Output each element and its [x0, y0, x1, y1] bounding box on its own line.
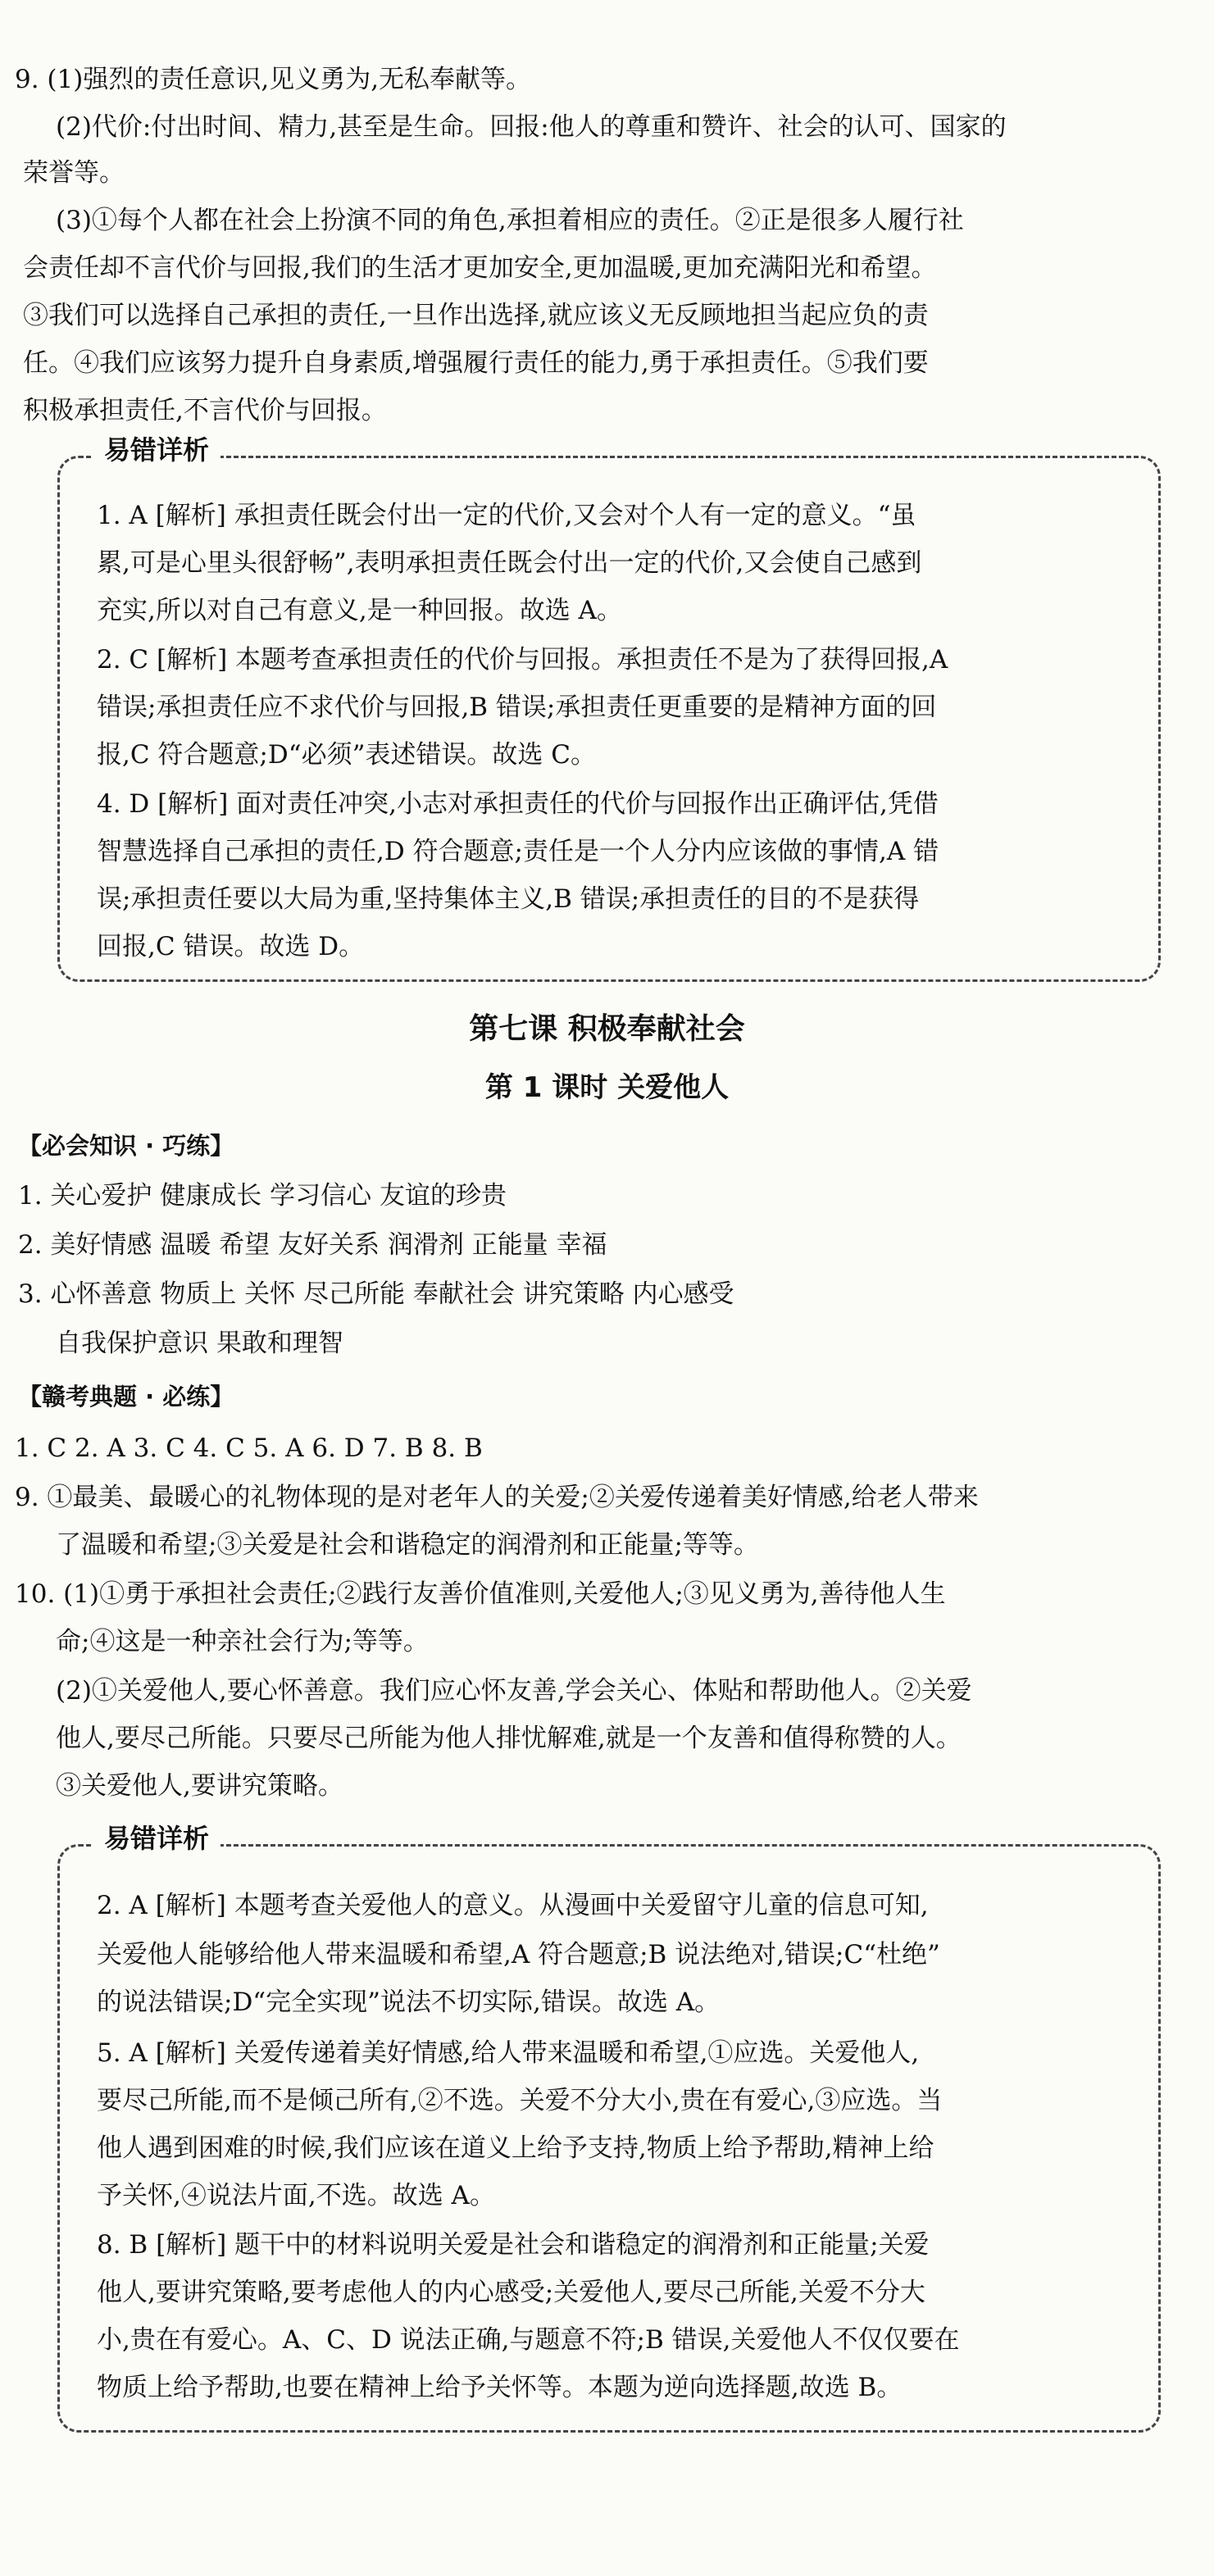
box1-line: 回报,C 错误。故选 D。: [97, 932, 365, 961]
box2-line: 关爱他人能够给他人带来温暖和希望,A 符合题意;B 说法绝对,错误;C“杜绝”: [97, 1940, 940, 1969]
section-exam-heading: 【赣考典题 · 必练】: [18, 1383, 234, 1411]
box1-line: 报,C 符合题意;D“必须”表述错误。故选 C。: [97, 740, 596, 770]
box2-line: 8. B [解析] 题干中的材料说明关爱是社会和谐稳定的润滑剂和正能量;关爱: [97, 2230, 930, 2260]
box2-line: 要尽己所能,而不是倾己所有,②不选。关爱不分大小,贵在有爱心,③应选。当: [97, 2086, 943, 2115]
box2-line: 5. A [解析] 关爱传递着美好情感,给人带来温暖和希望,①应选。关爱他人,: [97, 2038, 920, 2068]
box2-line: 予关怀,④说法片面,不选。故选 A。: [97, 2181, 495, 2210]
box2-line: 2. A [解析] 本题考查关爱他人的意义。从漫画中关爱留守儿童的信息可知,: [97, 1891, 929, 1920]
q10-line-2: 命;④这是一种亲社会行为;等等。: [56, 1627, 429, 1656]
knowledge-line: 1. 关心爱护 健康成长 学习信心 友谊的珍贵: [18, 1181, 507, 1211]
q9-line-4: (3)①每个人都在社会上扮演不同的角色,承担着相应的责任。②正是很多人履行社: [56, 206, 964, 235]
knowledge-line: 3. 心怀善意 物质上 关怀 尽己所能 奉献社会 讲究策略 内心感受: [18, 1279, 734, 1309]
box1-line: 智慧选择自己承担的责任,D 符合题意;责任是一个人分内应该做的事情,A 错: [97, 837, 939, 866]
box2-line: 的说法错误;D“完全实现”说法不切实际,错误。故选 A。: [97, 1988, 721, 2017]
answers-line: 1. C 2. A 3. C 4. C 5. A 6. D 7. B 8. B: [15, 1433, 483, 1463]
box1-line: 2. C [解析] 本题考查承担责任的代价与回报。承担责任不是为了获得回报,A: [97, 645, 948, 675]
error-analysis-title-1: 易错详析: [93, 437, 221, 463]
error-analysis-title-2: 易错详析: [93, 1825, 221, 1851]
lesson-subtitle: 第 1 课时 关爱他人: [484, 1071, 730, 1104]
box1-line: 误;承担责任要以大局为重,坚持集体主义,B 错误;承担责任的目的不是获得: [97, 884, 920, 914]
q10-line-5: ③关爱他人,要讲究策略。: [56, 1771, 343, 1801]
box1-line: 4. D [解析] 面对责任冲突,小志对承担责任的代价与回报作出正确评估,凭借: [97, 789, 939, 819]
q9b-line-1: 9. ①最美、最暖心的礼物体现的是对老年人的关爱;②关爱传递着美好情感,给老人带来: [15, 1483, 979, 1512]
lesson-title: 第七课 积极奉献社会: [469, 1012, 745, 1046]
q9-line-2: (2)代价:付出时间、精力,甚至是生命。回报:他人的尊重和赞许、社会的认可、国家的: [56, 112, 1007, 142]
q9-line-3: 荣誉等。: [23, 158, 125, 188]
section-knowledge-heading: 【必会知识 · 巧练】: [18, 1132, 234, 1160]
q10-line-4: 他人,要尽己所能。只要尽己所能为他人排忧解难,就是一个友善和值得称赞的人。: [56, 1724, 962, 1753]
q9-line-5: 会责任却不言代价与回报,我们的生活才更加安全,更加温暖,更加充满阳光和希望。: [23, 253, 937, 283]
box1-line: 错误;承担责任应不求代价与回报,B 错误;承担责任更重要的是精神方面的回: [97, 693, 937, 722]
knowledge-line: 自我保护意识 果敢和理智: [56, 1329, 343, 1358]
q9-line-6: ③我们可以选择自己承担的责任,一旦作出选择,就应该义无反顾地担当起应负的责: [23, 301, 929, 330]
box2-line: 小,贵在有爱心。A、C、D 说法正确,与题意不符;B 错误,关爱他人不仅仅要在: [97, 2325, 960, 2355]
box2-line: 他人,要讲究策略,要考虑他人的内心感受;关爱他人,要尽己所能,关爱不分大: [97, 2278, 925, 2307]
q9b-line-2: 了温暖和希望;③关爱是社会和谐稳定的润滑剂和正能量;等等。: [56, 1530, 759, 1560]
box1-line: 充实,所以对自己有意义,是一种回报。故选 A。: [97, 596, 622, 625]
box2-line: 物质上给予帮助,也要在精神上给予关怀等。本题为逆向选择题,故选 B。: [97, 2373, 903, 2402]
q9-line-1: 9. (1)强烈的责任意识,见义勇为,无私奉献等。: [15, 65, 532, 94]
box1-line: 累,可是心里头很舒畅”,表明承担责任既会付出一定的代价,又会使自己感到: [97, 548, 922, 578]
q10-line-3: (2)①关爱他人,要心怀善意。我们应心怀友善,学会关心、体贴和帮助他人。②关爱: [56, 1676, 972, 1706]
knowledge-line: 2. 美好情感 温暖 希望 友好关系 润滑剂 正能量 幸福: [18, 1230, 607, 1260]
box2-line: 他人遇到困难的时候,我们应该在道义上给予支持,物质上给予帮助,精神上给: [97, 2133, 934, 2163]
q9-line-7: 任。④我们应该努力提升自身素质,增强履行责任的能力,勇于承担责任。⑤我们要: [23, 348, 929, 378]
q10-line-1: 10. (1)①勇于承担社会责任;②践行友善价值准则,关爱他人;③见义勇为,善待他人生: [15, 1579, 946, 1609]
q9-line-8: 积极承担责任,不言代价与回报。: [23, 396, 387, 425]
box1-line: 1. A [解析] 承担责任既会付出一定的代价,又会对个人有一定的意义。“虽: [97, 501, 916, 530]
